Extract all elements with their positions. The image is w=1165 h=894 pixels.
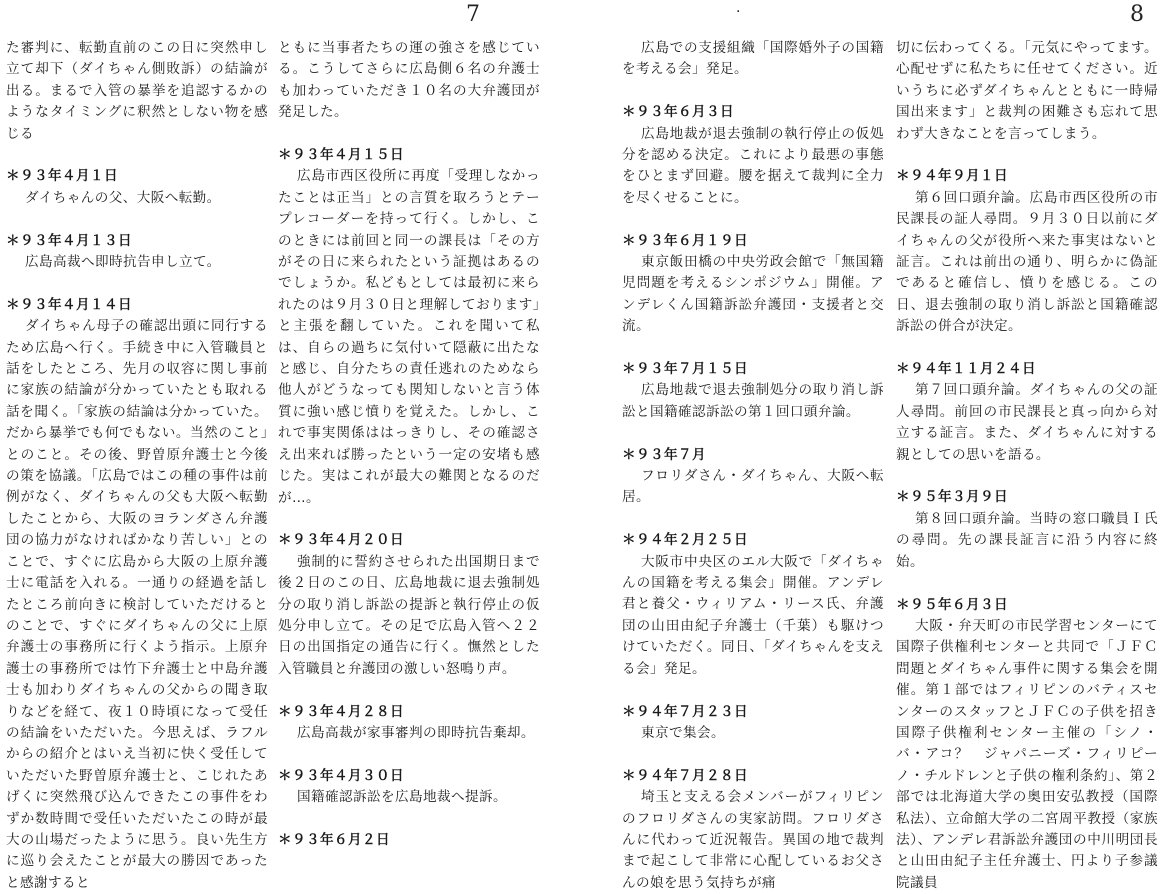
- entry-date: ＊９３年６月１９日: [622, 231, 884, 252]
- entry-date: ＊９４年１１月２４日: [896, 359, 1158, 380]
- timeline-entry: [278, 530, 540, 680]
- timeline-entry: [896, 487, 1158, 573]
- timeline-entry: [896, 38, 1158, 145]
- timeline-entry: [278, 830, 540, 851]
- entry-text: 広島での支援組織「国際婚外子の国籍を考える会」発足。: [622, 38, 884, 81]
- entry-text: 埼玉と支える会メンバーがフィリピンのフロリダさんの実家訪問。フロリダさんに代わって近況報告。異国の地で裁判まで起こして非常に心配しているお父さんの娘を思う気持ちが痛: [622, 787, 884, 894]
- timeline-entry: [896, 595, 1158, 894]
- timeline-entry: [622, 38, 884, 81]
- entry-date: ＊９４年７月２８日: [622, 766, 884, 787]
- page-number-left: 7: [466, 2, 480, 27]
- entry-date: ＊９３年４月２０日: [278, 530, 540, 551]
- entry-date: ＊９３年４月２８日: [278, 702, 540, 723]
- timeline-entry: [6, 38, 268, 145]
- entry-date: ＊９３年６月３日: [622, 102, 884, 123]
- entry-date: ＊９３年６月２日: [278, 830, 540, 851]
- entry-text: 東京で集会。: [622, 723, 884, 744]
- entry-text: 第７回口頭弁論。ダイちゃんの父の証人尋問。前回の市民課長と真っ向から対立する証言。また、ダイちゃんに対する親としての思いを語る。: [896, 380, 1158, 466]
- timeline-entry: [278, 702, 540, 745]
- timeline-entry: [896, 359, 1158, 466]
- entry-text: 広島地裁が退去強制の執行停止の仮処分を認める決定。これにより最悪の事態をひとまず回避。腰を据えて裁判に全力を尽くせることに。: [622, 124, 884, 210]
- entry-date: ＊９３年７月１５日: [622, 359, 884, 380]
- timeline-entry: [622, 102, 884, 209]
- entry-date: ＊９４年２月２５日: [622, 530, 884, 551]
- entry-text: た審判に、転勤直前のこの日に突然申し立て却下（ダイちゃん側敗訴）の結論が出る。まるで入管の暴挙を追認するかのようなタイミングに釈然としない物を感じる: [6, 38, 268, 145]
- timeline-entry: [6, 295, 268, 894]
- timeline-entry: [622, 702, 884, 745]
- entry-text: 切に伝わってくる。「元気にやってます。心配せずに私たちに任せてください。近いうちに必ずダイちゃんとともに一時帰国出来ます」と裁判の困難さも忘れて思わず大きなことを言ってしまう。: [896, 38, 1158, 145]
- entry-date: ＊９３年７月: [622, 445, 884, 466]
- entry-date: ＊９４年９月１日: [896, 166, 1158, 187]
- entry-text: ダイちゃんの父、大阪へ転勤。: [6, 188, 268, 209]
- page-gutter: [574, 0, 612, 829]
- entry-text: ダイちゃん母子の確認出頭に同行するため広島へ行く。手続き中に入管職員と話をしたところ、先月の収容に関し事前に家族の結論が分かっていたとも取れる話を聞く。「家族の結論は分かっていた。だから暴挙でも何でもない。当然のこと」とのこと。その後、野曽原弁護士と今後の策を協議。「広島ではこの種の事件は前例がなく、ダイちゃんの父も大阪へ転勤したことから、大阪のヨランダさん弁護団の協力がなければかなり苦しい」とのことで、すぐに広島から大阪の上原弁護士に電話を入れる。一通りの経過を話したところ前向きに検討していただけるとのことで、すぐにダイちゃんの父に上原弁護士の事務所に行くよう指示。上原弁護士の事務所では竹下弁護士と中島弁護士も加わりダイちゃんの父からの聞き取りなどを経て、夜１０時頃になって受任の結論をいただいた。今思えば、ラフルからの紹介とはいえ当初に快く受任していただいた野曽原弁護士と、こじれたあげくに突然飛び込んできたこの事件をわずか数時間で受任いただいたこの時が最大の山場だったように思う。良い先生方に巡り会えたことが最大の勝因であったと感謝すると: [6, 316, 268, 894]
- entry-text: 広島高裁が家事審判の即時抗告棄却。: [278, 723, 540, 744]
- entry-date: ＊９５年３月９日: [896, 487, 1158, 508]
- timeline-entry: [278, 38, 540, 124]
- page-separator-dot: ·: [736, 4, 740, 20]
- timeline-entry: [622, 231, 884, 338]
- text-column-1: [6, 38, 268, 828]
- entry-text: 大阪・弁天町の市民学習センターにて国際子供権利センターと共同で「ＪＦＣ問題とダイちゃん事件に関する集会を開催。第１部ではフィリピンのバティスセンターのスタッフとＪＦＣの子供を招き国際子供権利センター主催の「シノ・バ・アコ？ ジャパニーズ・フィリピーノ・チルドレンと子供の権利条約」、第２部では北海道大学の奥田安弘教授（国際私法）、立命館大学の二宮周平教授（家族法）、アンデレ君訴訟弁護団の中川明団長と山田由紀子主任弁護士、円より子参議院議員: [896, 616, 1158, 894]
- text-column-3: [622, 38, 884, 828]
- entry-date: ＊９３年４月１３日: [6, 231, 268, 252]
- timeline-entry: [896, 166, 1158, 337]
- entry-date: ＊９３年４月１日: [6, 166, 268, 187]
- entry-date: ＊９３年４月１５日: [278, 145, 540, 166]
- entry-text: 国籍確認訴訟を広島地裁へ提訴。: [278, 787, 540, 808]
- text-column-2: [278, 38, 540, 828]
- entry-text: ともに当事者たちの運の強さを感じている。こうしてさらに広島側６名の弁護士も加わっていただき１０名の大弁護団が発足した。: [278, 38, 540, 124]
- text-column-4: [896, 38, 1158, 828]
- entry-text: 第８回口頭弁論。当時の窓口職員Ｉ氏の尋問。先の課長証言に沿う内容に終始。: [896, 509, 1158, 573]
- entry-text: 東京飯田橋の中央労政会館で「無国籍児問題を考えるシンポジウム」開催。アンデレくん国籍訴訟弁護団・支援者と交流。: [622, 252, 884, 338]
- timeline-entry: [622, 530, 884, 680]
- timeline-entry: [622, 445, 884, 509]
- entry-date: ＊９３年４月３０日: [278, 766, 540, 787]
- entry-date: ＊９４年７月２３日: [622, 702, 884, 723]
- entry-date: ＊９５年６月３日: [896, 595, 1158, 616]
- entry-text: 強制的に誓約させられた出国期日まで後２日のこの日、広島地裁に退去強制処分の取り消し訴訟の提訴と執行停止の仮処分申し立て。その足で広島入管へ２２日の出国指定の通告に行く。憮然とした入管職員と弁護団の激しい怒鳴り声。: [278, 552, 540, 680]
- entry-text: 第６回口頭弁論。広島市西区役所の市民課長の証人尋問。９月３０日以前にダイちゃんの父が役所へ来た事実はないと証言。これは前出の通り、明らかに偽証であると確信し、憤りを感じる。この日、退去強制の取り消し訴訟と国籍確認訴訟の併合が決定。: [896, 188, 1158, 338]
- entry-text: 広島高裁へ即時抗告申し立て。: [6, 252, 268, 273]
- timeline-entry: [278, 766, 540, 809]
- entry-text: 大阪市中央区のエル大阪で「ダイちゃんの国籍を考える集会」開催。アンデレ君と養父・ウィリアム・リース氏、弁護団の山田由紀子弁護士（千葉）も駆けつけていただく。同日、「ダイちゃんを支える会」発足。: [622, 552, 884, 680]
- timeline-entry: [622, 359, 884, 423]
- timeline-entry: [6, 166, 268, 209]
- entry-text: フロリダさん・ダイちゃん、大阪へ転居。: [622, 466, 884, 509]
- timeline-entry: [278, 145, 540, 509]
- page-number-right: 8: [1130, 2, 1144, 27]
- timeline-entry: [622, 766, 884, 894]
- entry-text: 広島地裁で退去強制処分の取り消し訴訟と国籍確認訴訟の第１回口頭弁論。: [622, 380, 884, 423]
- entry-text: 広島市西区役所に再度「受理しなかったことは正当」との言質を取ろうとテープレコーダーを持って行く。しかし、このときには前回と同一の課長は「その方がその日に来られたという証拠はあるのでしょうか。私どもとしては最初に来られたのは９月３０日と理解しております」と主張を翻していた。これを聞いて私は、自らの過ちに気付いて隠蔽に出たなと感じ、自分たちの責任逃れのためなら他人がどうなっても関知しないと言う体質に強い感じ憤りを覚えた。しかし、これで事実関係ははっきりし、その確認さえ出来れば勝ったという一定の安堵も感じた。実はこれが最大の難関となるのだが…。: [278, 166, 540, 509]
- entry-date: ＊９３年４月１４日: [6, 295, 268, 316]
- timeline-entry: [6, 231, 268, 274]
